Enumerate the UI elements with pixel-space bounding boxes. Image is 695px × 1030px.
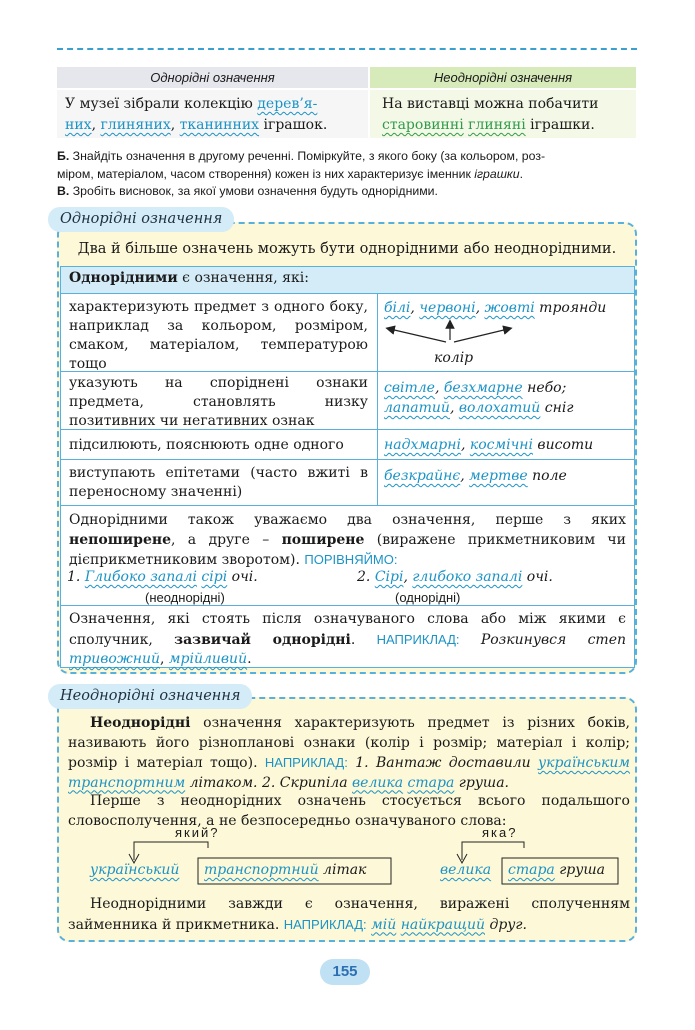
additional-rule-block: Однорідними також уважаємо два означення, перше з яких непоширене, а друге – поширене (виражене прикметниковим чи дієприкметниковим зворотом). ПОРІВНЯЙМО: 1. Глибоко запалі сірі очі. (неоднорідні) 2. Сірі, глибоко запалі очі. (однорідні) (61, 505, 634, 607)
rule-text: виступають епітетами (часто вжиті в переносному значенні) (69, 465, 368, 500)
rule-example: надхмарні, космічні висоти (377, 430, 634, 459)
pronoun-rule: Неоднорідними завжди є означення, виражені сполученням займенника й прикметника. НАПРИКЛАД: мій найкращий друг. (68, 896, 630, 933)
section-label-heterogeneous: Неоднорідні означення (48, 684, 252, 709)
table-head-homogeneous: Однорідні означення (57, 67, 368, 88)
rules-table (60, 266, 635, 606)
table-row (61, 371, 634, 429)
question-1: який? (175, 825, 220, 840)
postposition-rule-block: Означення, які стоять після означуваного слова або між якими є сполучник, зазвичай однорідні. НАПРИКЛАД: Розкинувся степ тривожний, мрійливий. (60, 606, 635, 668)
arrows-icon (378, 294, 635, 371)
table-row (61, 429, 634, 459)
table-row (61, 459, 634, 505)
section-label-homogeneous: Однорідні означення (48, 207, 234, 232)
comparison-2: 2. Сірі, глибоко запалі очі. (357, 569, 553, 585)
section-intro: Два й більше означень можуть бути однорідними або неоднорідними. (77, 241, 617, 257)
rule-text: підсилюють, пояснюють одне одного (69, 437, 344, 453)
top-dashed-divider (57, 48, 637, 50)
rule-example: світле, безхмарне небо; лапатий, волохатий сніг (377, 372, 634, 429)
heterogeneous-definition: Неоднорідні означення характеризують предмет із різних боків, називають його різнопланові ознаки (колір і розмір; матеріал і колір; розмір і матеріал тощо). НАПРИКЛАД: 1. Вантаж доставили українським транспортним літаком. 2. Скрипіла велика стара груша. (68, 715, 630, 791)
rule-example: білі, червоні, жовті троянди колір (377, 294, 634, 371)
rule-example: безкрайнє, мертве поле (377, 460, 634, 505)
tasks-block (57, 148, 637, 201)
task-c: В. Зробіть висновок, за якої умови означення будуть однорідними. (57, 184, 438, 198)
comparison-1-note: (неоднорідні) (145, 590, 225, 605)
heterogeneous-explanation: Перше з неоднорідних означень стосується всього подальшого словосполучення, а не безпосередньо означуваного слова: (68, 793, 630, 829)
diagram-1-word-2: транспортний літак (204, 862, 367, 878)
task-b: Б. Знайдіть означення в другому реченні. Поміркуйте, з якого боку (за кольором, роз- міром, матеріалом, часом створення) кожен із них характеризує іменник іграшки. (57, 149, 546, 181)
rule-text: указують на споріднені ознаки предмета, становлять низку позитивних чи негативних ознак (69, 375, 368, 429)
color-note: колір (434, 350, 474, 366)
diagram-2-word-1: велика (440, 862, 492, 878)
question-2: яка? (482, 825, 518, 840)
diagram-1-word-1: український (90, 862, 180, 878)
comparison-2-note: (однорідні) (395, 590, 461, 605)
comparison-1: 1. Глибоко запалі сірі очі. (67, 569, 258, 585)
table-cell-heterogeneous-example: На виставці можна побачити старовинні глиняні іграшки. (370, 90, 636, 138)
table-head-heterogeneous: Неоднорідні означення (370, 67, 636, 88)
rules-table-header: Однорідними є означення, які: (61, 267, 634, 293)
page-number: 155 (320, 959, 370, 985)
table-cell-homogeneous-example: У музеї зібрали колекцію дерев’я- них, глиняних, тканинних іграшок. (57, 90, 368, 138)
rule-text: характеризують предмет з одного боку, наприклад за кольором, розміром, смаком, матеріалом, температурою тощо (69, 299, 368, 372)
table-row (61, 293, 634, 371)
diagram-2-word-2: стара груша (508, 862, 606, 878)
